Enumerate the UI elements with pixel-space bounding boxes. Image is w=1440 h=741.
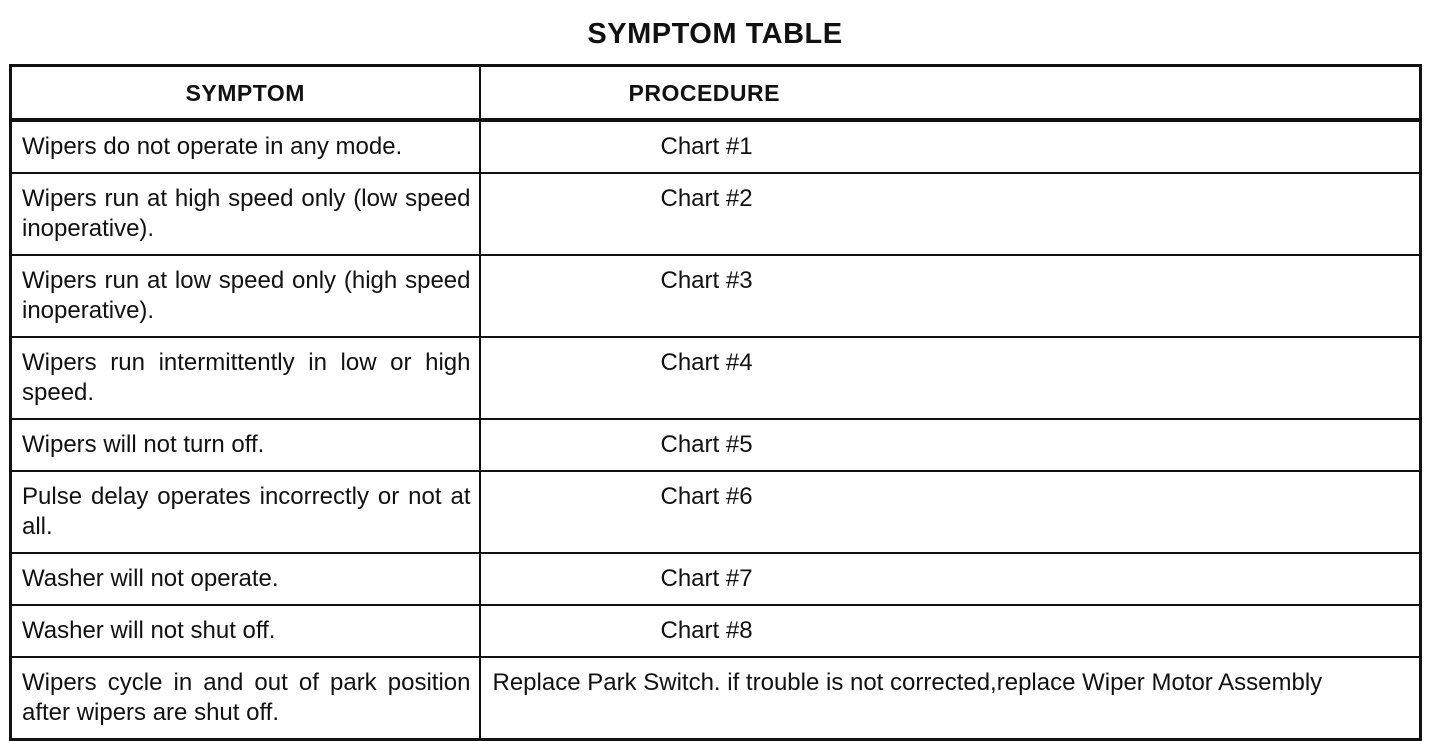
symptom-cell: Wipers run at high speed only (low speed inoperative). <box>11 173 480 255</box>
procedure-cell: Chart #4 <box>480 337 1421 419</box>
procedure-cell: Chart #5 <box>480 419 1421 471</box>
procedure-cell: Replace Park Switch. if trouble is not corrected,replace Wiper Motor Assembly <box>480 657 1421 740</box>
procedure-cell: Chart #7 <box>480 553 1421 605</box>
symptom-cell: Wipers cycle in and out of park position after wipers are shut off. <box>11 657 480 740</box>
table-row <box>11 657 1421 740</box>
table-row <box>11 255 1421 337</box>
column-header-symptom: SYMPTOM <box>11 66 480 121</box>
symptom-cell: Wipers run intermittently in low or high speed. <box>11 337 480 419</box>
table-row <box>11 120 1421 173</box>
symptom-cell: Washer will not shut off. <box>11 605 480 657</box>
procedure-cell: Chart #3 <box>480 255 1421 337</box>
table-row <box>11 173 1421 255</box>
table-row <box>11 419 1421 471</box>
table-row <box>11 605 1421 657</box>
table-row <box>11 337 1421 419</box>
table-row <box>11 471 1421 553</box>
procedure-cell: Chart #1 <box>480 120 1421 173</box>
procedure-cell: Chart #6 <box>480 471 1421 553</box>
symptom-cell: Wipers run at low speed only (high speed inoperative). <box>11 255 480 337</box>
symptom-cell: Pulse delay operates incorrectly or not at all. <box>11 471 480 553</box>
table-header-row <box>11 66 1421 121</box>
symptom-cell: Washer will not operate. <box>11 553 480 605</box>
page-title: SYMPTOM TABLE <box>587 18 843 50</box>
table-row <box>11 553 1421 605</box>
symptom-cell: Wipers do not operate in any mode. <box>11 120 480 173</box>
symptom-table <box>9 64 1422 741</box>
symptom-cell: Wipers will not turn off. <box>11 419 480 471</box>
procedure-cell: Chart #2 <box>480 173 1421 255</box>
procedure-cell: Chart #8 <box>480 605 1421 657</box>
column-header-procedure: PROCEDURE <box>480 66 1421 121</box>
